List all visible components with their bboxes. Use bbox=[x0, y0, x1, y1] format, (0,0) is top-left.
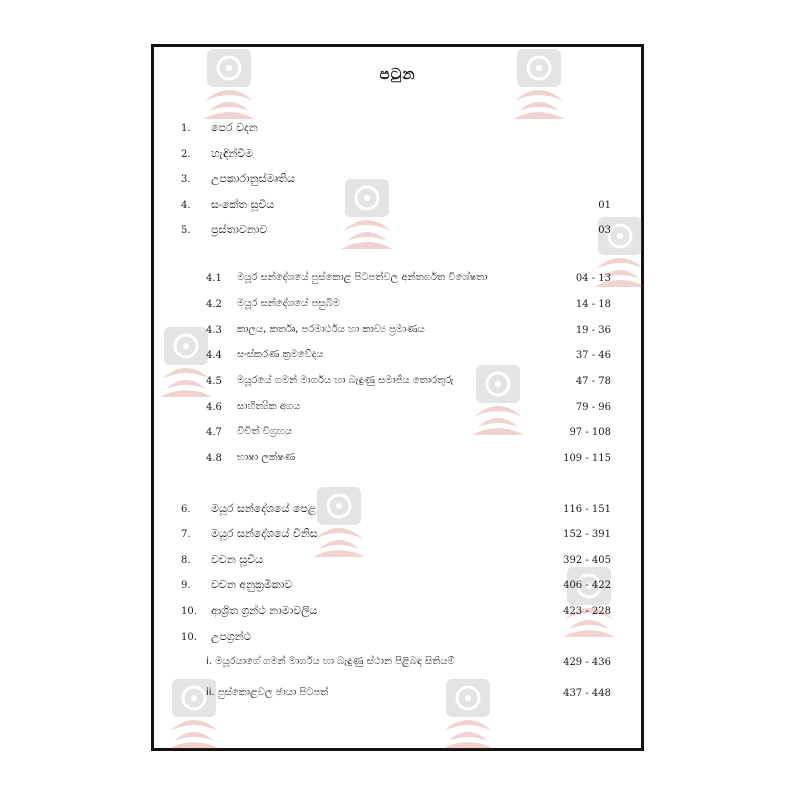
toc-subentry bbox=[154, 271, 641, 289]
toc-label: සංකේත සූචිය bbox=[211, 198, 275, 211]
toc-number: 1. bbox=[181, 123, 191, 134]
toc-label: උපග්‍රන්ථ bbox=[211, 630, 252, 643]
toc-label: සාහිත්‍යික අගය bbox=[237, 401, 301, 412]
toc-subentry bbox=[154, 297, 641, 315]
toc-number: 4.8 bbox=[206, 453, 222, 464]
toc-pages: 437 - 448 bbox=[563, 688, 611, 699]
toc-pages: 03 bbox=[598, 225, 611, 236]
toc-number: 4.6 bbox=[206, 402, 222, 413]
toc-entry bbox=[154, 527, 641, 545]
toc-subentry bbox=[154, 374, 641, 392]
toc-label: ආශ්‍රිත ග්‍රන්ථ නාමාවලිය bbox=[211, 604, 318, 617]
toc-entry bbox=[154, 630, 641, 648]
toc-number: 4. bbox=[181, 200, 191, 211]
toc-pages: 47 - 78 bbox=[575, 376, 611, 387]
toc-number: 7. bbox=[181, 529, 191, 540]
toc-pages: 04 - 13 bbox=[575, 273, 611, 284]
toc-label: මයූර සන්දේශයේ පුස්කොළ පිටපත්වල අන්තර්ගත විශේෂතා bbox=[237, 272, 488, 283]
toc-label: මයූර සන්දේශයේ විනිස bbox=[211, 527, 318, 540]
toc-label: භාෂා ලක්ෂණ bbox=[237, 452, 296, 463]
toc-label: පෙර වදන bbox=[211, 121, 258, 134]
toc-number: 4.2 bbox=[206, 299, 222, 310]
toc-pages: 392 - 405 bbox=[563, 555, 611, 566]
toc-pages: 79 - 96 bbox=[575, 402, 611, 413]
toc-label: මයූර සන්දේශයේ පෙළ bbox=[211, 502, 317, 515]
toc-subentry bbox=[154, 425, 641, 443]
toc-entry bbox=[154, 502, 641, 520]
toc-label: මයූරයේ ගමන් මාර්ගය හා බැඳුණු සමාජීය තොරතුරු bbox=[237, 375, 454, 386]
dharma-wheel-lotus-icon bbox=[509, 49, 569, 121]
toc-label: ප්‍රස්තාවනාව bbox=[211, 223, 268, 236]
toc-pages: 406 - 422 bbox=[563, 580, 611, 591]
toc-label: උපකාරානුස්මෘතිය bbox=[211, 172, 295, 185]
toc-entry bbox=[154, 223, 641, 241]
toc-number: 4.3 bbox=[206, 325, 222, 336]
toc-number: 4.1 bbox=[206, 273, 222, 284]
toc-number: 6. bbox=[181, 504, 191, 515]
toc-pages: 429 - 436 bbox=[563, 657, 611, 668]
toc-number: 5. bbox=[181, 225, 191, 236]
toc-label: ii. පුස්කොළවල ඡායා පිටපත් bbox=[206, 687, 329, 698]
toc-label: කාලය, කර්තෘ, පරමාර්ථය හා කාව්‍ය ප්‍රමාණය bbox=[237, 324, 425, 335]
toc-subentry bbox=[154, 348, 641, 366]
toc-entry bbox=[154, 553, 641, 571]
document-page bbox=[151, 44, 644, 751]
toc-number: 2. bbox=[181, 149, 191, 160]
toc-entry bbox=[154, 198, 641, 216]
toc-number: 4.4 bbox=[206, 350, 222, 361]
toc-pages: 152 - 391 bbox=[563, 529, 611, 540]
toc-entry bbox=[154, 578, 641, 596]
toc-label: වචන සූචිය bbox=[211, 553, 263, 566]
toc-number: 8. bbox=[181, 555, 191, 566]
toc-label: විචිත් විග්‍රහය bbox=[237, 426, 293, 437]
toc-pages: 19 - 36 bbox=[575, 325, 611, 336]
toc-pages: 97 - 108 bbox=[569, 427, 611, 438]
toc-number: 10. bbox=[181, 632, 197, 643]
toc-entry bbox=[154, 121, 641, 139]
toc-entry bbox=[154, 147, 641, 165]
toc-label: සංස්කරණ ක්‍රමවේදය bbox=[237, 349, 324, 360]
toc-subentry bbox=[154, 400, 641, 418]
toc-number: 4.5 bbox=[206, 376, 222, 387]
toc-number: 10. bbox=[181, 606, 197, 617]
toc-label: හැඳින්වීම bbox=[211, 147, 254, 160]
toc-pages: 14 - 18 bbox=[575, 299, 611, 310]
toc-pages: 116 - 151 bbox=[563, 504, 611, 515]
page-title: පටුන bbox=[379, 65, 416, 83]
toc-pages: 01 bbox=[598, 200, 611, 211]
toc-subentry bbox=[154, 451, 641, 469]
toc-number: 4.7 bbox=[206, 427, 222, 438]
toc-appendix-entry bbox=[154, 655, 641, 673]
toc-entry bbox=[154, 604, 641, 622]
toc-label: වචන අනුක්‍රමිකාව bbox=[211, 578, 293, 591]
toc-subentry bbox=[154, 323, 641, 341]
toc-label: i. මයූරයාගේ ගමන් මාර්ගය හා බැඳුණු ස්ථාන පිළිබඳ සිතියම් bbox=[206, 656, 455, 667]
dharma-wheel-lotus-icon bbox=[309, 487, 369, 559]
toc-number: 3. bbox=[181, 174, 191, 185]
toc-pages: 37 - 46 bbox=[575, 350, 611, 361]
toc-appendix-entry bbox=[154, 686, 641, 704]
toc-label: මයූර සන්දේශයේ පසුබිම bbox=[237, 298, 340, 309]
toc-pages: 109 - 115 bbox=[563, 453, 611, 464]
toc-entry bbox=[154, 172, 641, 190]
toc-pages: 423 - 228 bbox=[563, 606, 611, 617]
dharma-wheel-lotus-icon bbox=[199, 49, 259, 121]
toc-number: 9. bbox=[181, 580, 191, 591]
